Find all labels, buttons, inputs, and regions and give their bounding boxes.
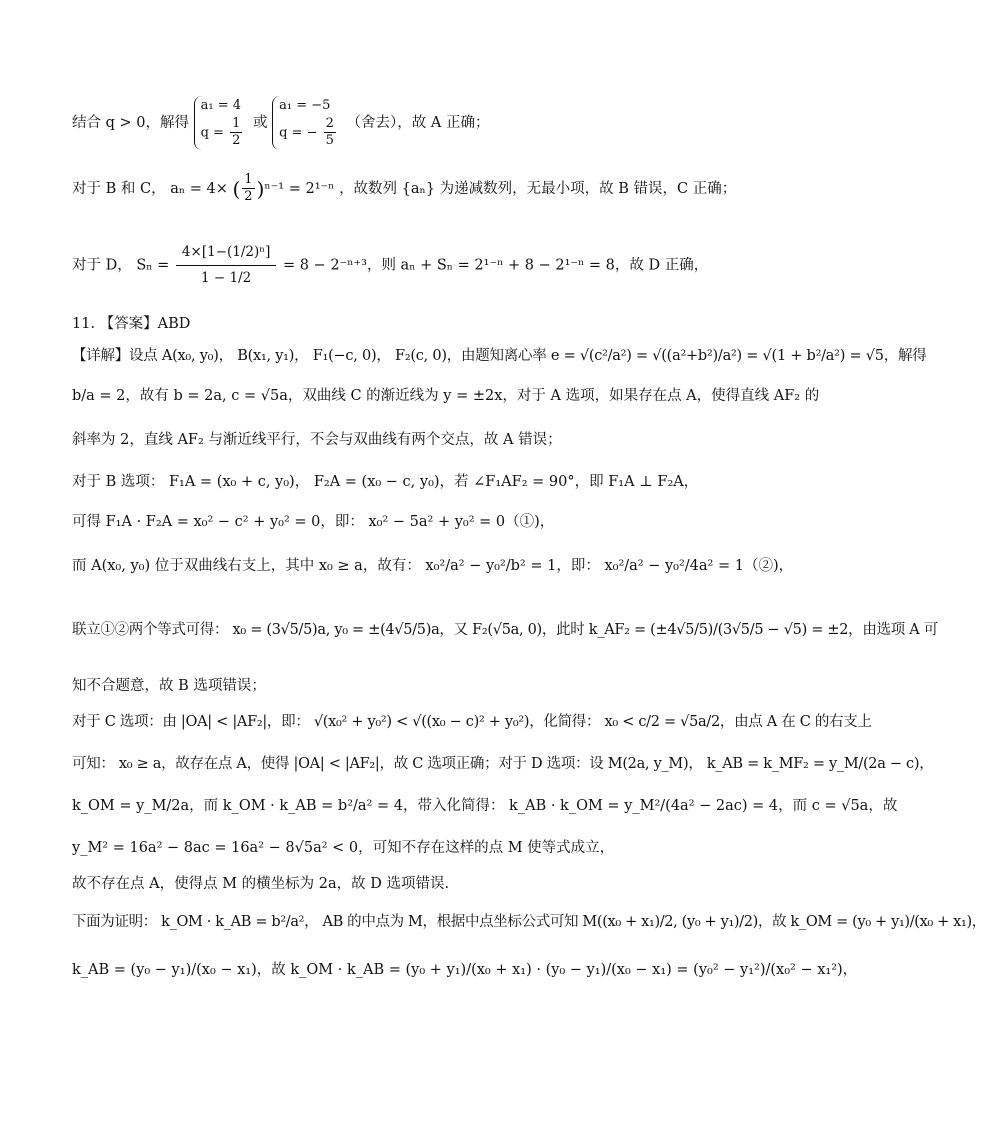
line-6-text: b/a = 2，故有 b = 2a, c = √5a，双曲线 C 的渐近线为 y = ±2x，对于 A 选项，如果存在点 A，使得直线 AF₂ 的 [72,388,820,404]
line-19-text: k_AB = (y₀ − y₁)/(x₀ − x₁)，故 k_OM · k_AB = (y₀ + y₁)/(x₀ + x₁) · (y₀ − y₁)/(x₀ − x₁) = (y₀² − y₁²)/(x₀² − x₁²)， [72,962,858,978]
frac-den: 2 [244,189,253,205]
line-11-text: 联立①②两个等式可得： x₀ = (3√5/5)a, y₀ = ±(4√5/5)a，又 F₂(√5a, 0)，此时 k_AF₂ = (±4√5/5)/(3√5/5 − √5) = ±2，由选项 A 可 [72,622,938,638]
frac-num: 1 [242,172,254,189]
system-1 [194,96,249,150]
line-15 [72,798,898,815]
line-14-text: 可知： x₀ ≥ a，故存在点 A，使得 |OA| < |AF₂|，故 C 选项正确；对于 D 选项：设 M(2a, y_M)， k_AB = k_MF₂ = y_M/(2a − c)， [72,756,934,772]
line-2-pre: 对于 B 和 C， [72,180,166,197]
sn-frac-den: 1 − 1/2 [201,269,252,286]
line-5-text: 【详解】设点 A(x₀, y₀)， B(x₁, y₁)， F₁(−c, 0)， F₂(c, 0)，由题知离心率 e = √(c²/a²) = √((a²+b²)/a²) = √(1 + b²/a²) = √5，解得 [72,348,927,364]
line-3 [72,240,723,291]
line-19 [72,962,858,979]
sn-frac [176,240,276,291]
line-13-text: 对于 C 选项：由 |OA| < |AF₂|，即： √(x₀² + y₀²) < √((x₀ − c)² + y₀²)，化简得： x₀ < c/2 = √5a/2，由点 A 在 C 的右支上 [72,714,872,730]
system-2 [272,96,342,150]
answer-heading-text: 11. 【答案】ABD [72,316,191,332]
line-16-text: y_M² = 16a² − 8ac = 16a² − 8√5a² < 0，可知不存在这样的点 M 使等式成立， [72,840,615,856]
system-1-a: a₁ = 4 [200,98,241,113]
frac-den: 2 [232,133,241,149]
line-11 [72,622,938,639]
line-1-post: （舍去），故 A 正确； [346,114,490,131]
line-14 [72,756,934,773]
line-1 [72,96,723,150]
system-2-q-lhs: q = − [279,125,318,141]
sn-label: Sₙ = [136,257,170,274]
line-13 [72,714,872,731]
half-frac [242,172,254,206]
system-2-q [279,116,338,150]
line-12 [72,678,723,695]
line-9 [72,514,723,531]
or-text: 或 [252,114,268,131]
line-2 [72,172,737,206]
line-2-post: ，故数列 {aₙ} 为递减数列，无最小项，故 B 错误，C 正确； [339,180,737,197]
sn-rhs: = 8 − 2⁻ⁿ⁺³ [282,257,367,274]
paren-close: ) [256,176,265,201]
line-9-text: 可得 F₁A · F₂A = x₀² − c² + y₀² = 0，即： x₀² − 5a² + y₀² = 0（①)， [72,514,555,530]
line-10 [72,558,794,575]
line-1-pre: 结合 q > 0，解得 [72,114,189,131]
line-3-pre: 对于 D， [72,257,132,274]
line-17 [72,876,723,893]
system-1-q-frac [230,116,242,150]
system-1-q [201,116,245,150]
system-2-q-frac [324,116,336,150]
line-18-text: 下面为证明： k_OM · k_AB = b²/a²， AB 的中点为 M，根据中点坐标公式可知 M((x₀ + x₁)/2, (y₀ + y₁)/2)，故 k_OM = (y₀ + y₁)/(x₀ + x₁)， [72,914,986,930]
line-7-text: 斜率为 2，直线 AF₂ 与渐近线平行，不会与双曲线有两个交点，故 A 错误； [72,432,562,448]
frac-num: 2 [324,116,336,133]
answer-heading [72,316,723,333]
frac-den: 5 [325,133,334,149]
line-15-text: k_OM = y_M/2a，而 k_OM · k_AB = b²/a² = 4，带入化简得： k_AB · k_OM = y_M²/(4a² − 2ac) = 4，而 c = √5a，故 [72,798,898,814]
line-10-text: 而 A(x₀, y₀) 位于双曲线右支上，其中 x₀ ≥ a，故有： x₀²/a² − y₀²/b² = 1，即： x₀²/a² − y₀²/4a² = 1（②)， [72,558,794,574]
line-3-post: ，则 aₙ + Sₙ = 2¹⁻ⁿ + 8 − 2¹⁻ⁿ = 8，故 D 正确， [366,257,709,274]
line-2-formula-lhs: aₙ = 4× [170,180,228,197]
line-2-formula-rhs: ⁿ⁻¹ = 2¹⁻ⁿ [264,180,335,197]
sn-frac-num: 4×[1−(1/2)ⁿ] [176,240,276,266]
line-18 [72,914,986,931]
line-16 [72,840,723,857]
line-6 [72,388,820,405]
paren-open: ( [232,176,241,201]
line-12-text: 知不合题意，故 B 选项错误； [72,678,266,694]
frac-num: 1 [230,116,242,133]
line-8 [72,474,723,491]
line-7 [72,432,723,449]
line-5 [72,348,927,365]
line-8-text: 对于 B 选项： F₁A = (x₀ + c, y₀)， F₂A = (x₀ − c, y₀)，若 ∠F₁AF₂ = 90°，即 F₁A ⊥ F₂A， [72,474,699,490]
system-2-a: a₁ = −5 [279,98,331,113]
line-17-text: 故不存在点 A，使得点 M 的横坐标为 2a，故 D 选项错误. [72,876,450,892]
system-1-q-lhs: q = [200,125,224,141]
